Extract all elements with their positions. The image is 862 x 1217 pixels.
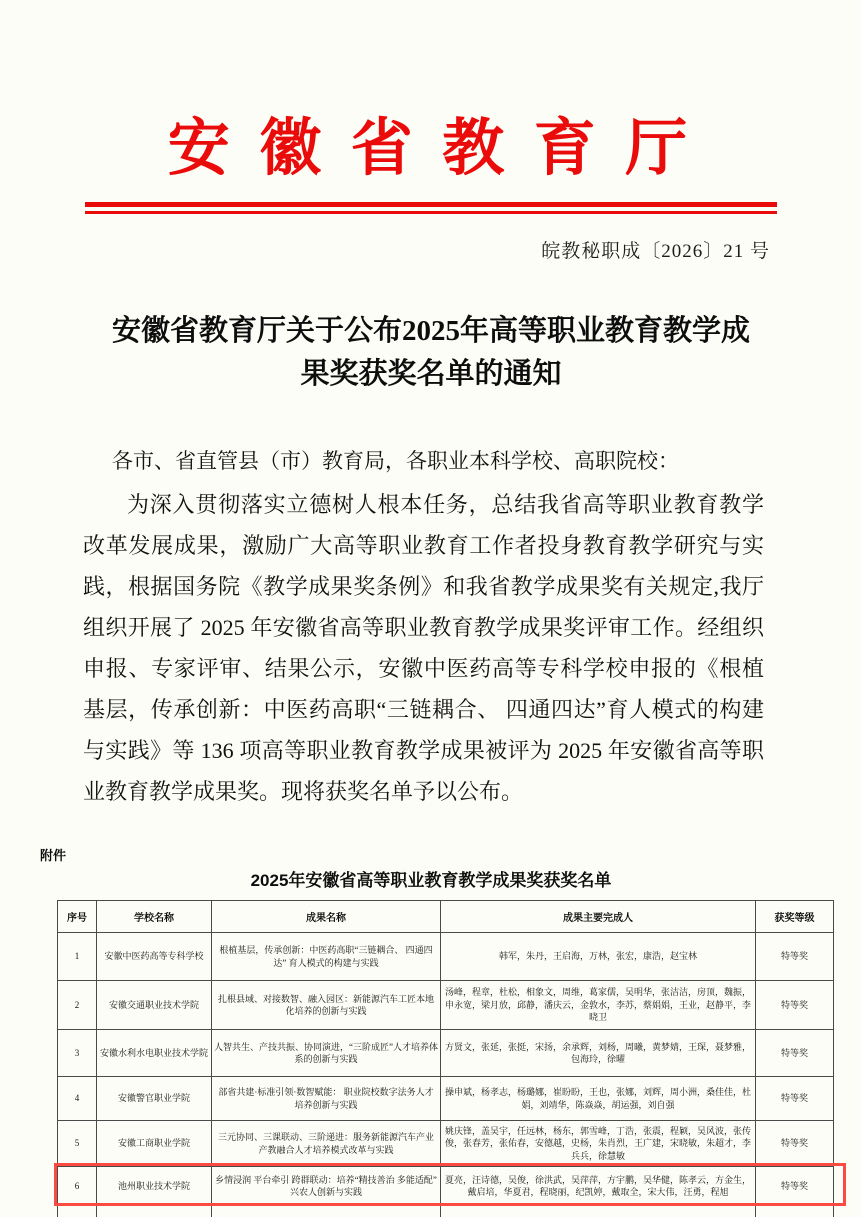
- col-header-award: 获奖等级: [756, 901, 834, 933]
- cell-achievement: 乡情浸润 平台牵引 跨群联动：培养“精技善治 多能适配” 兴农人创新与实践: [212, 1167, 441, 1206]
- cell-people: 姚庆锋，盖吴宇，任远林，杨东，郭雪峰，丁浩，张震，程颖，吴风波，张传俊，张春芳，张佑春，安德越，史杨，朱肖烈，王广建，宋晓敏，朱超才，李兵兵，徐慧敏: [441, 1121, 756, 1167]
- cell-school: 安徽中医药高等专科学校: [97, 933, 212, 981]
- cell-award: 特等奖: [756, 933, 834, 981]
- cell-achievement: 部省共建·标准引领·数智赋能： 职业院校数字法务人才培养创新与实践: [212, 1077, 441, 1121]
- cell-achievement: 根植基层，传承创新：中医药高职“三链耦合、 四通四达” 育人模式的构建与实践: [212, 933, 441, 981]
- cell-people: 操申斌，杨孝志，杨璐娜，崔盼盼，王也，张娜，刘辉，周小洲，桑佳佳，杜娟，刘靖华，陈焱焱，胡运强，刘自强: [441, 1077, 756, 1121]
- cell-no: 6: [58, 1167, 97, 1206]
- col-header-school: 学校名称: [97, 901, 212, 933]
- attachment-label: 附件: [40, 848, 67, 863]
- cell-award: 特等奖: [756, 981, 834, 1030]
- cell-people: 方贤文，张延，张挺，宋扬，余承辉，刘杨，周曦，黄梦婧，王琛，聂梦雅，包海玲，徐曜: [441, 1030, 756, 1077]
- red-divider-thick-line: [85, 202, 777, 207]
- table-title: 2025年安徽省高等职业教育教学成果奖获奖名单: [250, 871, 612, 890]
- doc-number: 皖教秘职成〔2026〕21 号: [541, 241, 770, 262]
- cell-school: 安徽工商职业学院: [97, 1121, 212, 1167]
- cell-school: 安徽交通职业技术学院: [97, 981, 212, 1030]
- awards-table: [57, 900, 834, 1217]
- cell-no: 3: [58, 1030, 97, 1077]
- notice-body: 为深入贯彻落实立德树人根本任务，总结我省高等职业教育教学改革发展成果，激励广大高等职业教育工作者投身教育教学研究与实践，根据国务院《教学成果奖条例》和我省教学成果奖有关规定,我厅组织开展了 2025 年安徽省高等职业教育教学成果奖评审工作。经组织申报、专家评审、结果公示，安徽中医药高等专科学校申报的《根植基层，传承创新：中医药高职“三链耦合、 四通四达”育人模式的构建与实践》等 136 项高等职业教育教学成果被评为 2025 年安徽省高等职业教育教学成果奖。现将获奖名单予以公布。: [83, 492, 764, 804]
- table-row-highlighted: [58, 1167, 834, 1206]
- cell-achievement: 扎根县域、对接数智、融入园区：新能源汽车工匠本地化培养的创新与实践: [212, 981, 441, 1030]
- red-divider-thin-line: [85, 211, 777, 214]
- cell-school: 安徽水利水电职业技术学院: [97, 1030, 212, 1077]
- table-row: [58, 933, 834, 981]
- cell-achievement: 人智共生、产技共振、协同演进，“三阶成匠”人才培养体系的创新与实践: [212, 1030, 441, 1077]
- table-header-row: [58, 901, 834, 933]
- cell-award: 特等奖: [756, 1077, 834, 1121]
- cell-no: 1: [58, 933, 97, 981]
- cell-no: 2: [58, 981, 97, 1030]
- cell-no: 5: [58, 1121, 97, 1167]
- cell-award: 特等奖: [756, 1121, 834, 1167]
- cell-school: 安徽警官职业学院: [97, 1077, 212, 1121]
- col-header-people: 成果主要完成人: [441, 901, 756, 933]
- table-row: [58, 1077, 834, 1121]
- cell-school: 池州职业技术学院: [97, 1167, 212, 1206]
- document-title: 安徽省教育厅关于公布2025年高等职业教育教学成果奖获奖名单的通知: [111, 315, 750, 390]
- cell-people: 韩军，朱丹，王启海，万林，张宏，康浩，赵宝林: [441, 933, 756, 981]
- agency-header: 安 徽 省 教 育 厅: [167, 115, 695, 183]
- cell-no: 4: [58, 1077, 97, 1121]
- table-row-partial: [58, 1206, 834, 1217]
- col-header-no: 序号: [58, 901, 97, 933]
- awards-table-wrap: [57, 900, 833, 1217]
- table-row: [58, 981, 834, 1030]
- salutation: 各市、省直管县（市）教育局，各职业本科学校、高职院校：: [112, 449, 679, 473]
- cell-award: 特等奖: [756, 1030, 834, 1077]
- red-divider: [85, 202, 777, 214]
- cell-achievement: 三元协同、三课联动、三阶递进：服务新能源汽车产业产教融合人才培养模式改革与实践: [212, 1121, 441, 1167]
- cell-award: 特等奖: [756, 1167, 834, 1206]
- cell-people: 汤峰，程章，杜松，相象文，周维，葛家儒，吴明华，张洁洁，房顶，魏振，申永宽，梁月放，邱静，潘庆云，金敦水，李苏，蔡娟娟，王业，赵静平，李晓卫: [441, 981, 756, 1030]
- table-row: [58, 1030, 834, 1077]
- cell-people: 夏亮，汪诗德，吴俊，徐洪武，吴萍萍，方宇鹏，吴华健，陈孝云，方金生，戴启培，华夏君，程晓丽，纪凯婷，戴取全，宋大伟，汪勇，程旭: [441, 1167, 756, 1206]
- col-header-achievement: 成果名称: [212, 901, 441, 933]
- table-row: [58, 1121, 834, 1167]
